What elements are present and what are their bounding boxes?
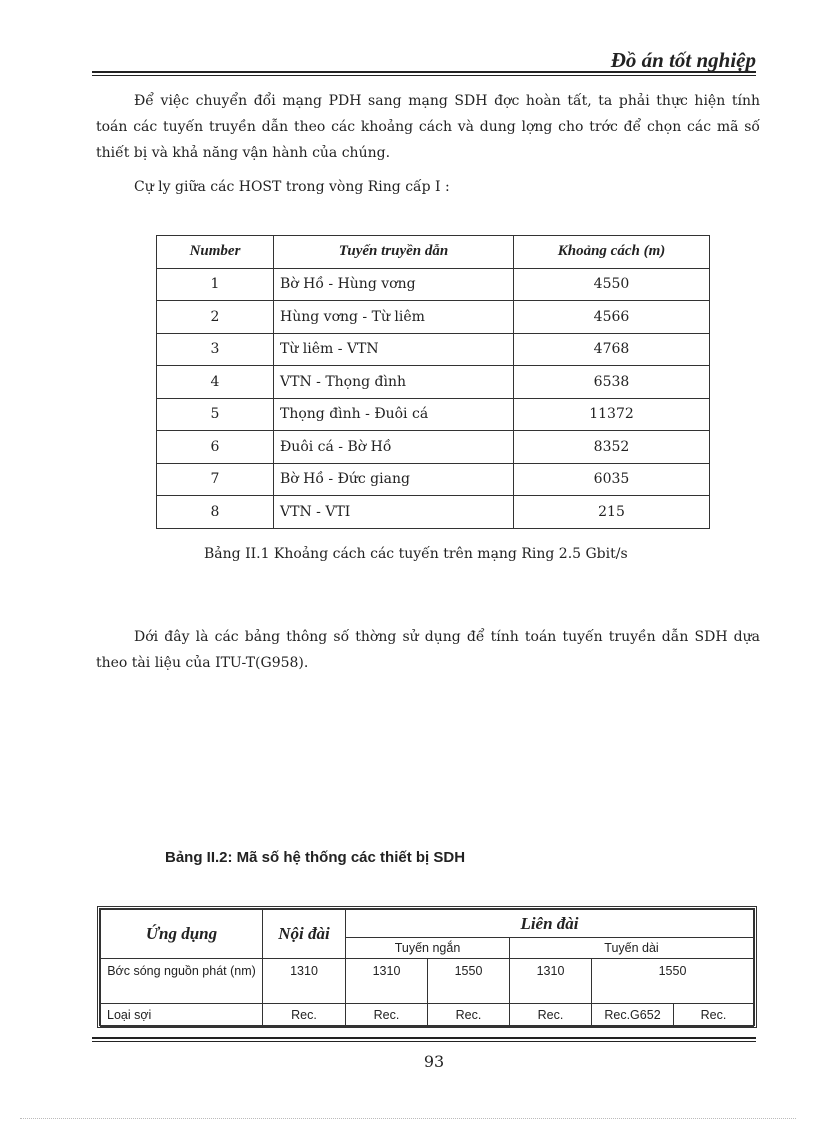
intro-paragraph: Để việc chuyển đổi mạng PDH sang mạng SDH đợc hoàn tất, ta phải thực hiện tính toán các tuyến truyền dẫn theo các khoảng cách và dung lợng cho trớc để chọn các mã số thiết bị và khả năng vận hành của chúng. [96, 93, 760, 161]
table2-caption: Bảng II.2: Mã số hệ thống các thiết bị SDH [165, 849, 466, 866]
table-row [101, 959, 754, 1004]
col-header-inter: Liên đài [346, 910, 754, 938]
table-row [157, 301, 710, 334]
cell-route: Hùng vơng - Từ liêm [274, 301, 514, 334]
cell-route: Bờ Hồ - Đức giang [274, 463, 514, 496]
fiber-short-1: Rec. [346, 1004, 428, 1027]
table-row [157, 398, 710, 431]
col-header-distance: Khoảng cách (m) [514, 236, 710, 269]
wavelength-short-2: 1550 [428, 959, 510, 1004]
table-row [157, 268, 710, 301]
cell-distance: 4550 [514, 268, 710, 301]
subheader-short: Tuyến ngắn [346, 938, 510, 959]
fiber-local: Rec. [263, 1004, 346, 1027]
wavelength-short-1: 1310 [346, 959, 428, 1004]
body-paragraph: Dới đây là các bảng thông số thờng sử dụng để tính toán tuyến truyền dẫn SDH dựa theo tài liệu của ITU-T(G958). [96, 629, 760, 671]
table-header-row [157, 236, 710, 269]
header-rule [92, 71, 756, 73]
fiber-long-2a: Rec.G652 [592, 1004, 674, 1027]
col-header-app: Ứng dụng [101, 910, 263, 959]
footer-rule [92, 1037, 756, 1039]
table-row [157, 431, 710, 464]
cell-number: 2 [157, 301, 274, 334]
table-row [157, 333, 710, 366]
cell-route: Bờ Hồ - Hùng vơng [274, 268, 514, 301]
cell-number: 7 [157, 463, 274, 496]
sdh-code-table [100, 909, 754, 1027]
cell-number: 5 [157, 398, 274, 431]
cell-distance: 6035 [514, 463, 710, 496]
cell-distance: 11372 [514, 398, 710, 431]
cell-distance: 215 [514, 496, 710, 529]
cell-number: 8 [157, 496, 274, 529]
col-header-route: Tuyến truyền dẫn [274, 236, 514, 269]
page-number: 93 [423, 1052, 445, 1071]
cell-distance: 8352 [514, 431, 710, 464]
distance-table [156, 235, 710, 529]
cell-distance: 4566 [514, 301, 710, 334]
fiber-long-2b: Rec. [674, 1004, 754, 1027]
footer-rule-thin [92, 1041, 756, 1042]
header-rule-thin [92, 75, 756, 76]
cell-route: Thọng đình - Đuôi cá [274, 398, 514, 431]
intro-lead: Cự ly giữa các HOST trong vòng Ring cấp I : [134, 179, 450, 195]
cell-number: 1 [157, 268, 274, 301]
wavelength-label: Bớc sóng nguồn phát (nm) [101, 959, 263, 1004]
cell-route: Từ liêm - VTN [274, 333, 514, 366]
cell-distance: 4768 [514, 333, 710, 366]
fiber-long-1: Rec. [510, 1004, 592, 1027]
cell-number: 4 [157, 366, 274, 399]
cell-distance: 6538 [514, 366, 710, 399]
table-row [101, 1004, 754, 1027]
cell-number: 3 [157, 333, 274, 366]
fiber-short-2: Rec. [428, 1004, 510, 1027]
table-row [157, 366, 710, 399]
col-header-number: Number [157, 236, 274, 269]
subheader-long: Tuyến dài [510, 938, 754, 959]
table1-caption: Bảng II.1 Khoảng cách các tuyến trên mạng Ring 2.5 Gbit/s [204, 546, 628, 562]
wavelength-long-1: 1310 [510, 959, 592, 1004]
page-edge-dots [20, 1118, 796, 1119]
table-row [157, 463, 710, 496]
header-title: Đồ án tốt nghiệp [610, 48, 756, 72]
fiber-label: Loại sợi [101, 1004, 263, 1027]
table-row [157, 496, 710, 529]
cell-route: Đuôi cá - Bờ Hồ [274, 431, 514, 464]
cell-number: 6 [157, 431, 274, 464]
cell-route: VTN - VTI [274, 496, 514, 529]
cell-route: VTN - Thọng đình [274, 366, 514, 399]
sdh-code-table-frame [97, 906, 757, 1028]
col-header-local: Nội đài [263, 910, 346, 959]
wavelength-local: 1310 [263, 959, 346, 1004]
wavelength-long-2: 1550 [592, 959, 754, 1004]
